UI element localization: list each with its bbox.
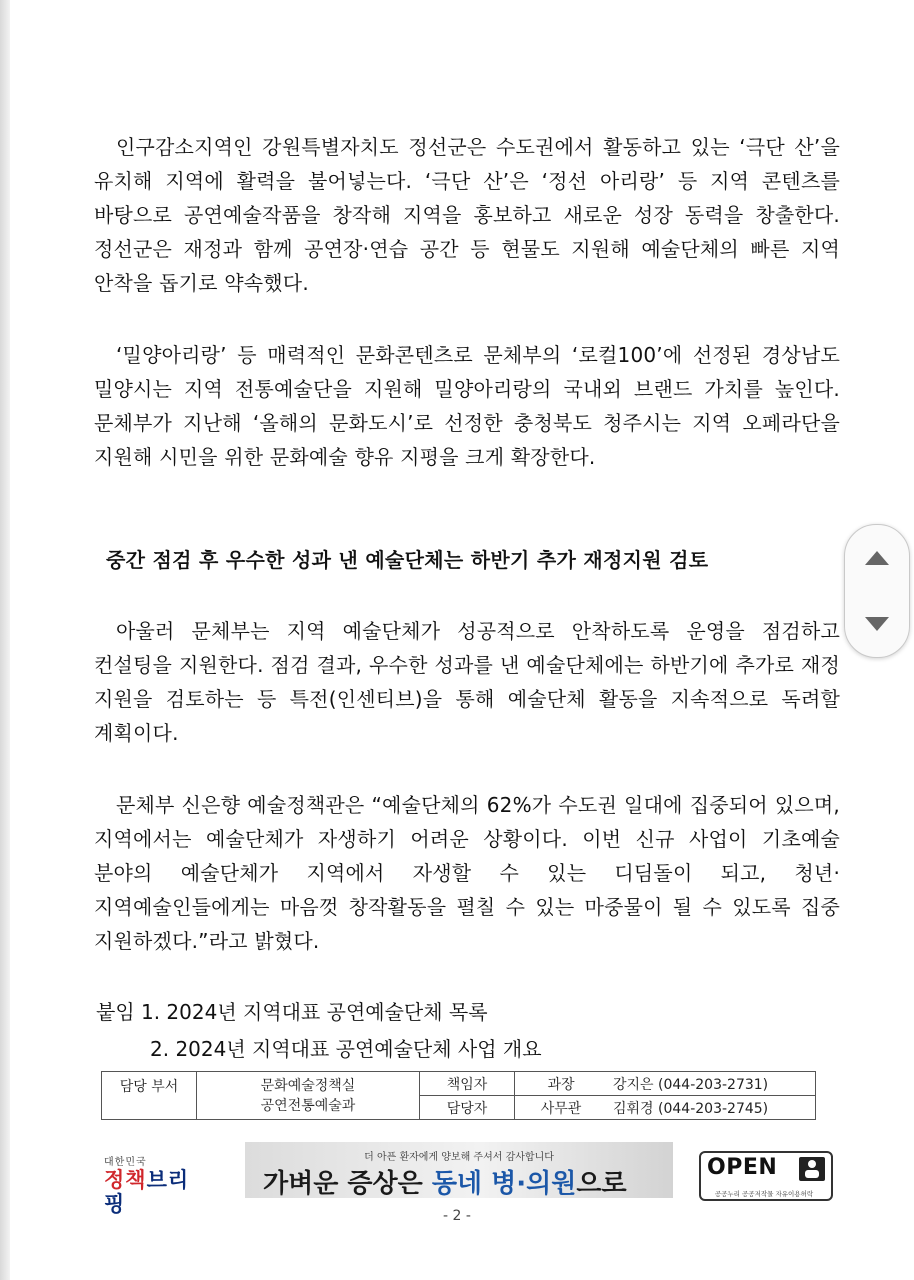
person-icon (799, 1157, 825, 1181)
dept-line-2: 공연전통예술과 (260, 1097, 356, 1114)
triangle-up-icon (864, 550, 890, 566)
policy-briefing-logo (104, 1153, 204, 1216)
person-cell: 강지은 (044-203-2731) (607, 1072, 816, 1096)
title-cell: 과장 (515, 1072, 608, 1096)
role-cell: 책임자 (420, 1072, 515, 1096)
open-badge-text: OPEN (707, 1155, 778, 1180)
banner-top-text: 더 아픈 환자에게 양보해 주셔서 감사합니다 (364, 1152, 554, 1163)
contact-table (101, 1071, 816, 1120)
person-cell: 김휘경 (044-203-2745) (607, 1096, 816, 1120)
banner-main-part-2: 으로 (576, 1169, 627, 1198)
attachment-line-1: 붙임 1. 2024년 지역대표 공연예술단체 목록 (96, 1000, 488, 1024)
logo-main-part-1: 정책 (104, 1168, 147, 1192)
dept-label-cell: 담당 부서 (102, 1072, 197, 1120)
section-heading: 중간 점검 후 우수한 성과 낸 예술단체는 하반기 추가 재정지원 검토 (106, 548, 709, 572)
page-scroll-control (844, 524, 910, 658)
logo-main-part-2: 브리핑 (104, 1168, 190, 1216)
open-badge-subtext: 공공누리 공공저작물 자유이용허락 (714, 1190, 814, 1198)
attachment-line-2: 2. 2024년 지역대표 공연예술단체 사업 개요 (150, 1037, 542, 1061)
page-number: - 2 - (443, 1208, 471, 1224)
banner-main-text (263, 1163, 627, 1198)
paragraph-2: ‘밀양아리랑’ 등 매력적인 문화콘텐츠로 문체부의 ‘로컬100’에 선정된 경상남도 밀양시는 지역 전통예술단을 지원해 밀양아리랑의 국내외 브랜드 가치를 높인다. 문체부가 지난해 ‘올해의 문화도시’로 선정한 충청북도 청주시는 지역 오페라단을 지원해 시민을 위한 문화예술 향유 지평을 크게 확장한다. (94, 343, 840, 469)
campaign-banner[interactable] (245, 1142, 673, 1198)
page-edge-shadow (0, 0, 10, 1280)
table-row (102, 1072, 816, 1096)
role-cell: 담당자 (420, 1096, 515, 1120)
logo-small-text: 대한민국 (104, 1157, 147, 1168)
paragraph-3: 아울러 문체부는 지역 예술단체가 성공적으로 안착하도록 운영을 점검하고 컨설팅을 지원한다. 점검 결과, 우수한 성과를 낸 예술단체에는 하반기에 추가로 재정 지원을 검토하는 등 특전(인센티브)을 통해 예술단체 활동을 지속적으로 독려할 계획이다. (94, 619, 840, 745)
scroll-up-button[interactable] (845, 525, 909, 591)
scroll-down-button[interactable] (845, 591, 909, 657)
triangle-down-icon (864, 616, 890, 632)
open-license-badge (699, 1151, 833, 1201)
banner-main-highlight: 동네 병·의원 (431, 1169, 577, 1198)
paragraph-4: 문체부 신은향 예술정책관은 “예술단체의 62%가 수도권 일대에 집중되어 있으며, 지역에서는 예술단체가 자생하기 어려운 상황이다. 이번 신규 사업이 기초예술 분야의 예술단체가 지역에서 자생할 수 있는 디딤돌이 되고, 청년·지역예술인들에게는 마음껏 창작활동을 펼칠 수 있는 마중물이 될 수 있도록 집중 지원하겠다.”라고 밝혔다. (94, 793, 840, 953)
paragraph-1: 인구감소지역인 강원특별자치도 정선군은 수도권에서 활동하고 있는 ‘극단 산’을 유치해 지역에 활력을 불어넣는다. ‘극단 산’은 ‘정선 아리랑’ 등 지역 콘텐츠를 바탕으로 공연예술작품을 창작해 지역을 홍보하고 새로운 성장 동력을 창출한다. 정선군은 재정과 함께 공연장·연습 공간 등 현물도 지원해 예술단체의 빠른 지역 안착을 돕기로 약속했다. (94, 135, 840, 295)
dept-line-1: 문화예술정책실 (260, 1077, 356, 1094)
banner-main-part-1: 가벼운 증상은 (263, 1169, 432, 1198)
dept-name-cell (197, 1072, 420, 1120)
title-cell: 사무관 (515, 1096, 608, 1120)
